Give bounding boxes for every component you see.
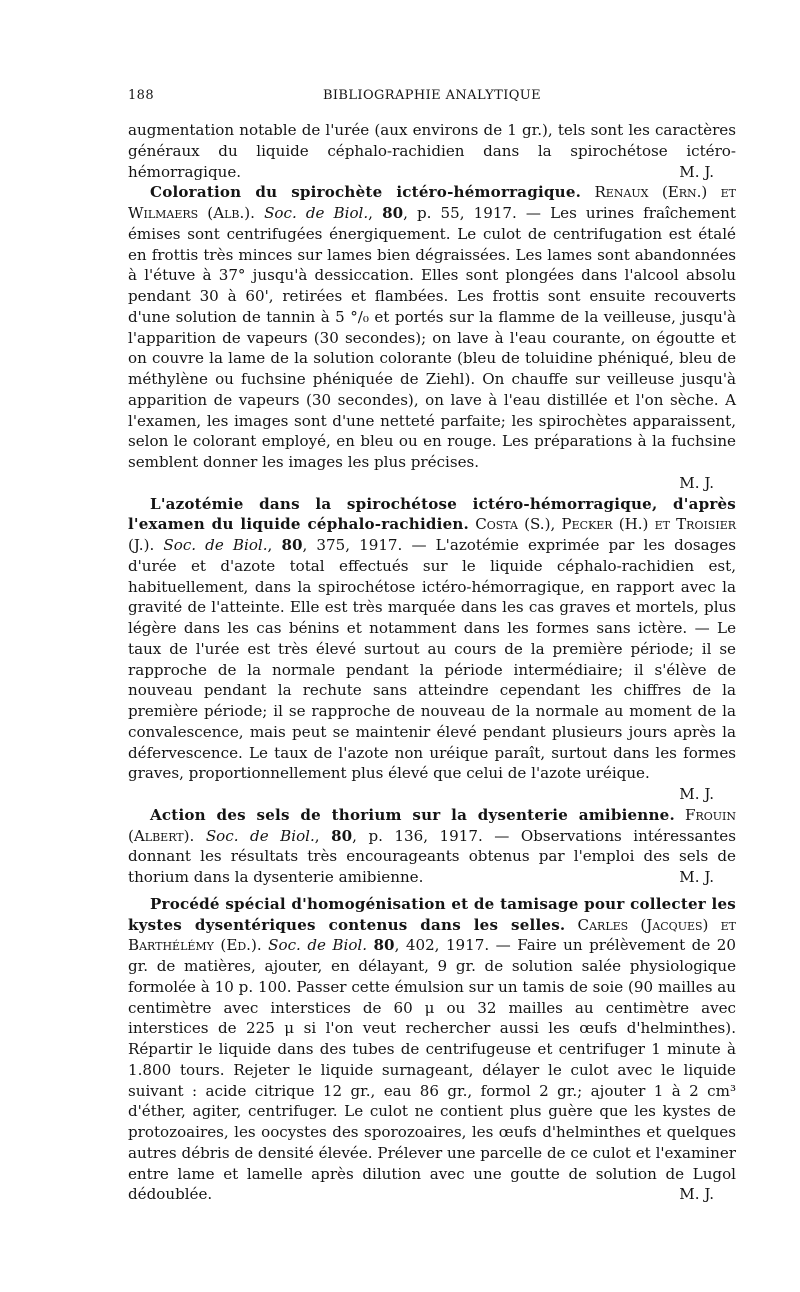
- entry-coloration: [128, 182, 736, 493]
- page-number: 188: [128, 88, 155, 103]
- entry-signature: M. J.: [679, 1185, 714, 1204]
- entry-pages: 375, 1917.: [316, 536, 403, 554]
- entry-signature: M. J.: [679, 868, 714, 886]
- entry-text: — Faire un prélèvement de 20 gr. de matières, ajouter, en délayant, 9 gr. de solution salée physiologique formolée à 10 p. 100. Passer cette émulsion sur un tamis de soie (90 mailles au centimètre avec interstices de 60 μ ou 32 mailles au centimètre avec interstices de 225 μ si l'on veut rechercher aussi les œufs d'helminthes). Répartir le liquide dans des tubes de centrifugeuse et centrifuger 1 minute à 1.800 tours. Rejeter le liquide surnageant, délayer le culot avec le liquide suivant : acide citrique 12 gr., eau 86 gr., formol 2 gr.; ajouter 1 à 2 cm³ d'éther, agiter, centrifuger. Le culot ne contient plus guère que les kystes de protozoaires, les oocystes des sporozoaires, les œufs d'helminthes et quelques autres débris de densité élevée. Prélever une parcelle de ce culot et l'examiner entre lame et lamelle après dilution avec une goutte de solution de Lugol dédoublée.: [128, 936, 736, 1204]
- entry-journal: Soc. de Biol.: [205, 826, 315, 845]
- entry-volume: 80: [382, 204, 404, 222]
- entry-authors: Carles (Jacques) et Barthélémy (Ed.).: [128, 915, 736, 955]
- entry-journal: Soc. de Biol.: [264, 204, 369, 222]
- entry-pages: 402, 1917.: [405, 936, 490, 955]
- entry-title: Action des sels de thorium sur la dysenterie amibienne.: [150, 805, 675, 824]
- entry-text: — Observations intéressantes donnant les résultats très encourageants obtenus par l'emploi des sels de thorium dans la dysenterie amibienne.: [128, 826, 736, 886]
- entry-title: L'azotémie dans la spirochétose ictéro-hémorragique, d'après l'examen du liquide céphalo-rachidien.: [128, 494, 736, 534]
- entry-signature: M. J.: [679, 785, 714, 803]
- entry-title: Coloration du spirochète ictéro-hémorragique.: [150, 183, 582, 202]
- body-text: [128, 120, 736, 1205]
- entry-volume: 80: [281, 536, 303, 554]
- entry-pages: p. 55, 1917.: [416, 204, 517, 222]
- entry-journal: Soc. de Biol.: [163, 536, 268, 554]
- entry-paragraph: L'azotémie dans la spirochétose ictéro-hémorragique, d'après l'examen du liquide céphalo-rachidien. Costa (S.), Pecker (H.) et Troisier (J.). Soc. de Biol., 80, 375, 1917. — L'azotémie exprimée par les dosages d'urée et d'azote total effectués sur le liquide céphalo-rachidien est, habituellement, dans la spirochétose ictéro-hémorragique, en rapport avec la gravité de l'atteinte. Elle est très marquée dans les cas graves et mortels, plus légère dans les cas bénins et notamment dans les formes sans ictère. — Le taux de l'urée est très élevé surtout au cours de la première période; il se rapproche de la normale pendant la période intermédiaire; il s'élève de nouveau pendant la rechute sans atteindre cependant les chiffres de la première période; il se rapproche de nouveau de la normale au moment de la convalescence, mais peut se maintenir élevé pendant plusieurs jours après la défervescence. Le taux de l'azote non uréique paraît, surtout dans les formes graves, proportionnellement plus élevé que celui de l'azote uréique.: [128, 494, 737, 783]
- entry-title: Procédé spécial d'homogénisation et de tamisage pour collecter les kystes dysentériques contenus dans les selles.: [128, 894, 736, 934]
- intro-paragraph: [128, 120, 736, 182]
- page-header: [128, 88, 736, 110]
- entry-authors: Renaux (Ern.) et Wilmaers (Alb.).: [128, 183, 736, 222]
- entry-homogenisation: [128, 894, 736, 1205]
- entry-journal: Soc. de Biol.: [268, 936, 368, 955]
- entry-azotemie: [128, 494, 736, 805]
- entry-authors: Costa (S.), Pecker (H.) et Troisier (J.).: [128, 515, 737, 554]
- entry-paragraph: Coloration du spirochète ictéro-hémorragique. Renaux (Ern.) et Wilmaers (Alb.). Soc. de Biol., 80, p. 55, 1917. — Les urines fraîchement émises sont centrifugées énergiquement. Le culot de centrifugation est étalé en frottis très minces sur lames bien dégraissées. Les lames sont abandonnées à l'étuve à 37° jusqu'à dessiccation. Elles sont plongées dans l'alcool absolu pendant 30 à 60', retirées et flambées. Les frottis sont ensuite recouverts d'une solution de tannin à 5 °/₀ et portés sur la flamme de la veilleuse, jusqu'à l'apparition de vapeurs (30 secondes); on lave à l'eau courante, on égoutte et on couvre la lame de la solution colorante (bleu de toluidine phéniqué, bleu de méthylène ou fuchsine phéniquée de Ziehl). On chauffe sur veilleuse jusqu'à apparition de vapeurs (30 secondes), on lave à l'eau distillée et l'on sèche. A l'examen, les images sont d'une netteté parfaite; les spirochètes apparaissent, selon le colorant employé, en bleu ou en rouge. Les préparations à la fuchsine semblent donner les images les plus précises.: [128, 183, 736, 471]
- entry-volume: 80: [331, 826, 353, 845]
- entry-thorium: [128, 805, 736, 888]
- entry-signature: M. J.: [679, 473, 714, 492]
- entry-authors: Frouin (Albert).: [128, 805, 736, 845]
- entry-paragraph: Procédé spécial d'homogénisation et de tamisage pour collecter les kystes dysentériques contenus dans les selles. Carles (Jacques) et Barthélémy (Ed.). Soc. de Biol. 80, 402, 1917. — Faire un prélèvement de 20 gr. de matières, ajouter, en délayant, 9 gr. de solution salée physiologique formolée à 10 p. 100. Passer cette émulsion sur un tamis de soie (90 mailles au centimètre avec interstices de 60 μ ou 32 mailles au centimètre avec interstices de 225 μ si l'on veut rechercher aussi les œufs d'helminthes). Répartir le liquide dans des tubes de centrifugeuse et centrifuger 1 minute à 1.800 tours. Rejeter le liquide surnageant, délayer le culot avec le liquide suivant : acide citrique 12 gr., eau 86 gr., formol 2 gr.; ajouter 1 à 2 cm³ d'éther, agiter, centrifuger. Le culot ne contient plus guère que les kystes de protozoaires, les oocystes des sporozoaires, les œufs d'helminthes et quelques autres débris de densité élevée. Prélever une parcelle de ce culot et l'examiner entre lame et lamelle après dilution avec une goutte de solution de Lugol dédoublée. M. J.: [128, 894, 736, 1204]
- intro-signature: M. J.: [679, 162, 714, 181]
- running-title: BIBLIOGRAPHIE ANALYTIQUE: [322, 88, 542, 103]
- entry-volume: 80: [373, 936, 395, 955]
- entry-paragraph: Action des sels de thorium sur la dysenterie amibienne. Frouin (Albert). Soc. de Biol., 80, p. 136, 1917. — Observations intéressantes donnant les résultats très encourageants obtenus par l'emploi des sels de thorium dans la dysenterie amibienne. M. J.: [128, 805, 736, 886]
- entry-pages: p. 136, 1917.: [368, 826, 483, 845]
- entry-text: — Les urines fraîchement émises sont centrifugées énergiquement. Le culot de centrifugation est étalé en frottis très minces sur lames bien dégraissées. Les lames sont abandonnées à l'étuve à 37° jusqu'à dessiccation. Elles sont plongées dans l'alcool absolu pendant 30 à 60', retirées et flambées. Les frottis sont ensuite recouverts d'une solution de tannin à 5 °/₀ et portés sur la flamme de la veilleuse, jusqu'à l'apparition de vapeurs (30 secondes); on lave à l'eau courante, on égoutte et on couvre la lame de la solution colorante (bleu de toluidine phéniqué, bleu de méthylène ou fuchsine phéniquée de Ziehl). On chauffe sur veilleuse jusqu'à apparition de vapeurs (30 secondes), on lave à l'eau distillée et l'on sèche. A l'examen, les images sont d'une netteté parfaite; les spirochètes apparaissent, selon le colorant employé, en bleu ou en rouge. Les préparations à la fuchsine semblent donner les images les plus précises.: [128, 204, 736, 471]
- intro-text: augmentation notable de l'urée (aux environs de 1 gr.), tels sont les caractères généraux du liquide céphalo-rachidien dans la spirochétose ictéro-hémorragique.: [128, 121, 736, 181]
- entry-text: — L'azotémie exprimée par les dosages d'urée et d'azote total effectués sur le liquide céphalo-rachidien est, habituellement, dans la spirochétose ictéro-hémorragique, en rapport avec la gravité de l'atteinte. Elle est très marquée dans les cas graves et mortels, plus légère dans les cas bénins et notamment dans les formes sans ictère. — Le taux de l'urée est très élevé surtout au cours de la première période; il se rapproche de la normale pendant la période intermédiaire; il s'élève de nouveau pendant la rechute sans atteindre cependant les chiffres de la première période; il se rapproche de nouveau de la normale au moment de la convalescence, mais peut se maintenir élevé pendant plusieurs jours après la défervescence. Le taux de l'azote non uréique paraît, surtout dans les formes graves, proportionnellement plus élevé que celui de l'azote uréique.: [128, 536, 736, 783]
